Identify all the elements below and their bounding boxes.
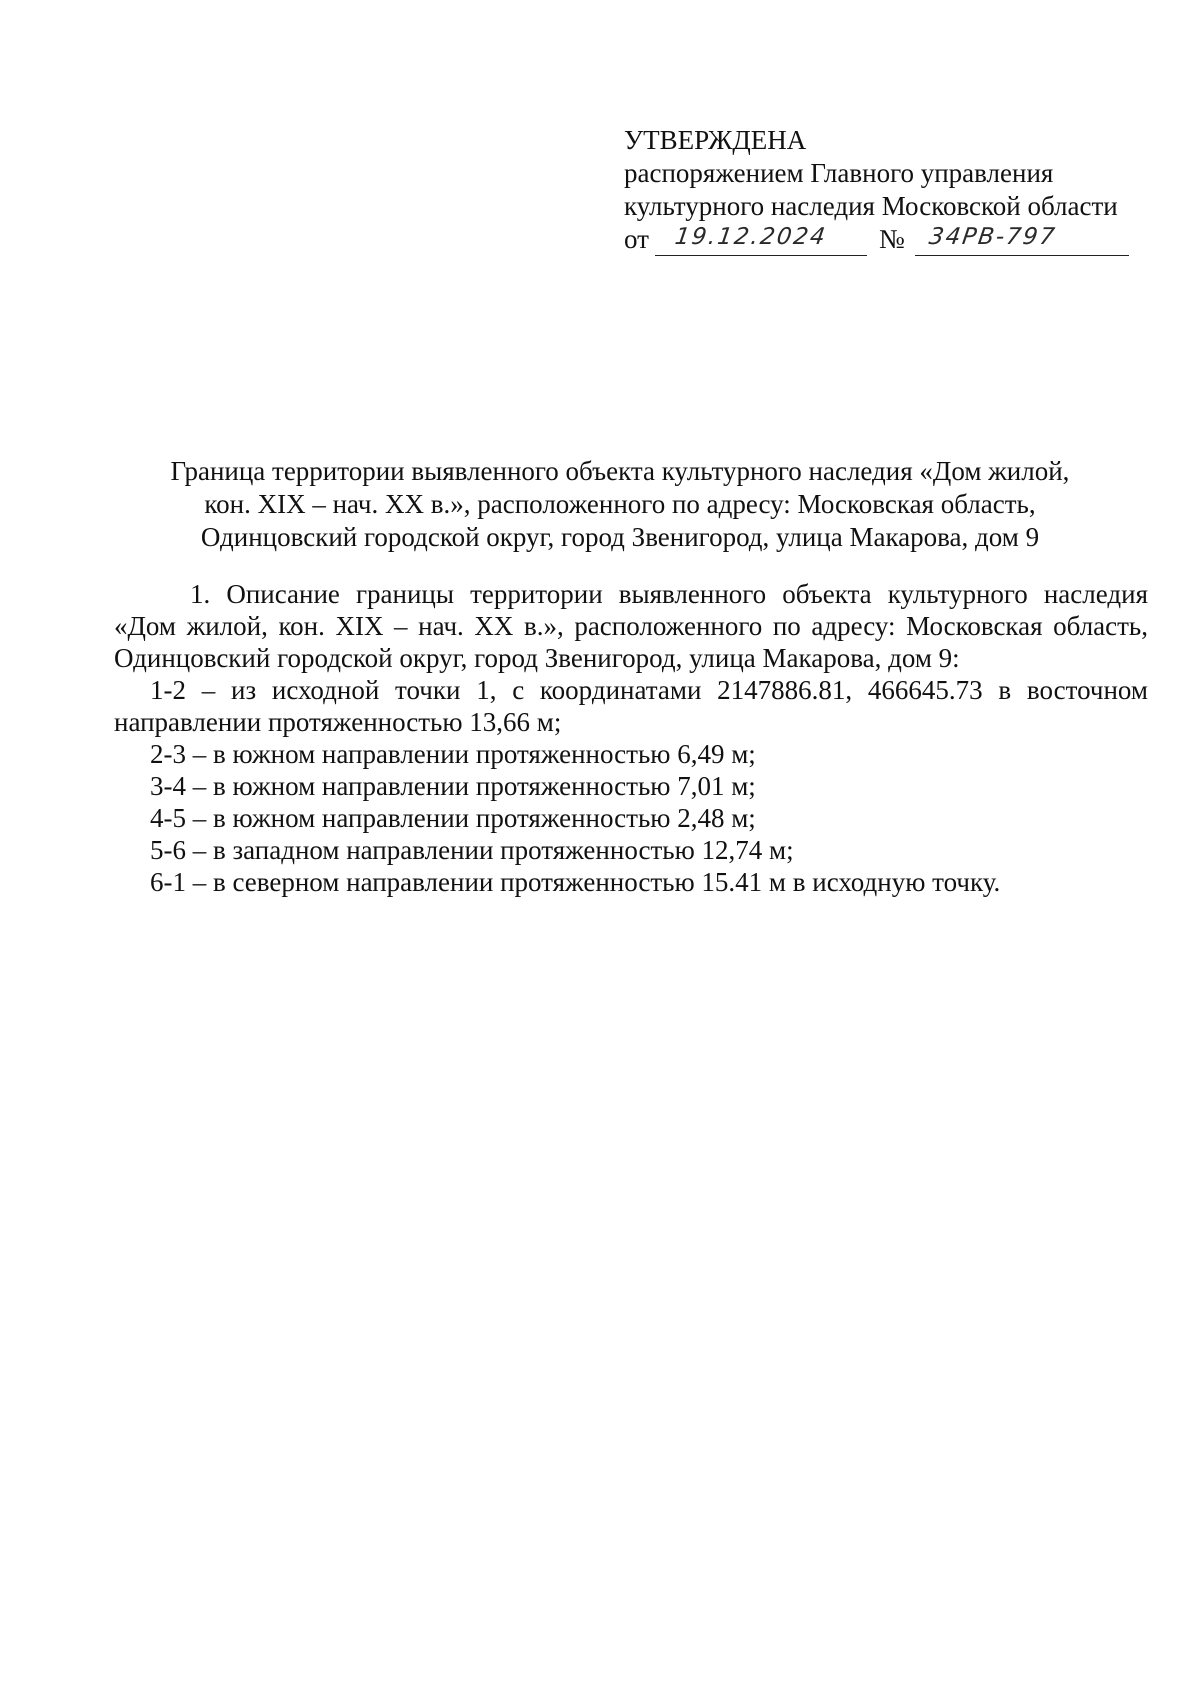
number-blank [915, 225, 1129, 256]
approval-authority-line-2: культурного наследия Московской области [624, 191, 1118, 221]
title-line-3: Одинцовский городской округ, город Звенигород, улица Макарова, дом 9 [200, 522, 1040, 552]
segment-5-6: 5-6 – в западном направлении протяженностью 12,74 м; [150, 835, 794, 865]
segment-2-3: 2-3 – в южном направлении протяженностью 6,49 м; [150, 739, 756, 769]
approval-authority-line-1: распоряжением Главного управления [624, 158, 1054, 188]
approval-heading: УТВЕРЖДЕНА [624, 125, 807, 155]
segment-1-2-line-1: 1-2 – из исходной точки 1, с координатами 2147886.81, 466645.73 в восточном [150, 675, 1148, 705]
date-prefix: от [624, 224, 649, 254]
section-1-line-3: Одинцовский городской округ, город Звенигород, улица Макарова, дом 9: [114, 643, 960, 673]
boundary-description [114, 578, 1148, 898]
document-title [100, 455, 1140, 554]
segment-4-5: 4-5 – в южном направлении протяженностью 2,48 м; [150, 803, 756, 833]
handwritten-number: 34РВ-797 [926, 224, 1058, 250]
date-blank [655, 225, 867, 256]
section-1-line-2: «Дом жилой, кон. XIX – нач. XX в.», расположенного по адресу: Московская область, [114, 611, 1148, 641]
approval-date-number-line [624, 223, 1184, 256]
segment-1-2-line-2: направлении протяженностью 13,66 м; [114, 707, 562, 737]
title-line-1: Граница территории выявленного объекта культурного наследия «Дом жилой, [170, 456, 1070, 486]
section-1-line-1: 1. Описание границы территории выявленного объекта культурного наследия [190, 579, 1148, 609]
number-prefix: № [878, 224, 905, 254]
segment-6-1: 6-1 – в северном направлении протяженностью 15.41 м в исходную точку. [150, 867, 1001, 897]
title-line-2: кон. XIX – нач. XX в.», расположенного по адресу: Московская область, [204, 489, 1036, 519]
segment-3-4: 3-4 – в южном направлении протяженностью 7,01 м; [150, 771, 756, 801]
handwritten-date: 19.12.2024 [673, 224, 829, 250]
approval-stamp-block [624, 124, 1184, 256]
